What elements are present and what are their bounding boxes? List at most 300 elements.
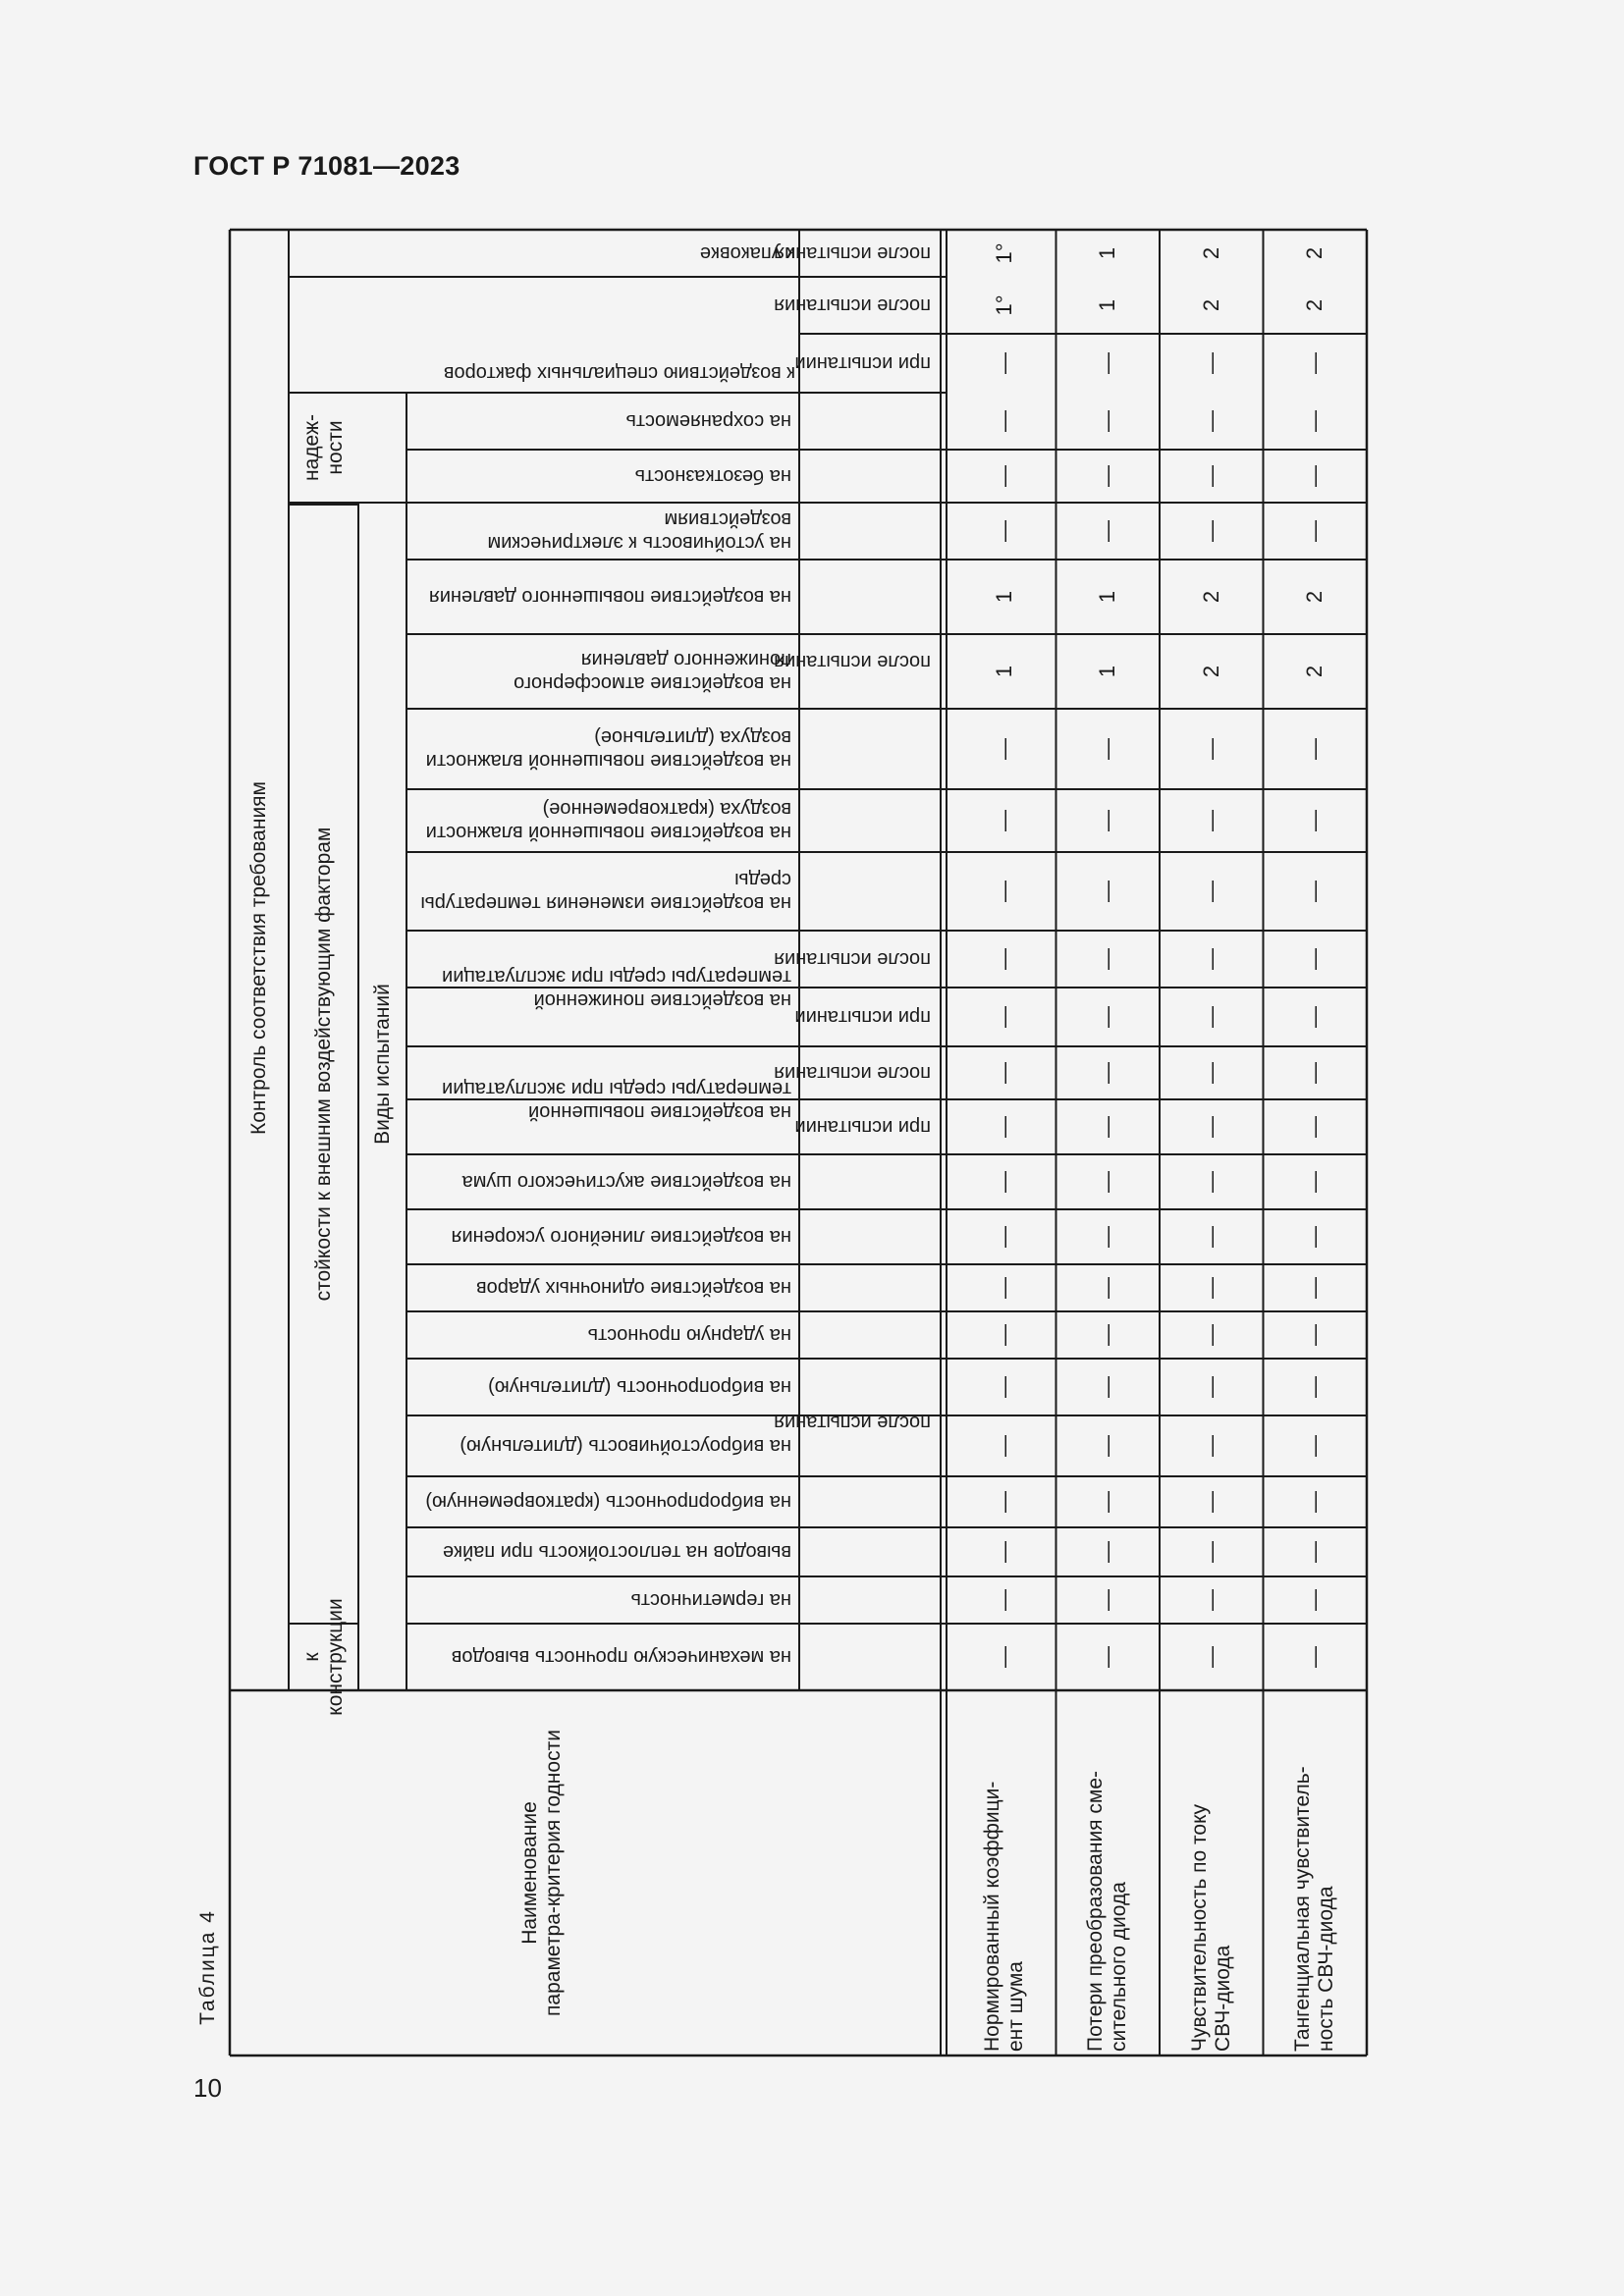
table-cell-value [993, 1491, 1016, 1513]
parameter-name-line: ность СВЧ-диода [1315, 1886, 1338, 2052]
table-cell-value [993, 1376, 1016, 1398]
table-cell-value [993, 666, 1016, 677]
table-cell-value-line: 2 [1302, 590, 1327, 604]
table-cell-value [1303, 1435, 1326, 1457]
test-name-line: пониженного давления [580, 649, 791, 670]
table-cell-value-line: — [991, 1435, 1016, 1457]
table-cell-value-line: — [1095, 1435, 1120, 1457]
table-cell-value-line: — [991, 1277, 1016, 1299]
table-cell-value-line: — [1302, 1646, 1327, 1668]
subheader-construction [300, 1598, 348, 1715]
test-name-line: на воздействие одиночных ударов [475, 1277, 791, 1299]
table-cell-value [993, 948, 1016, 970]
table-cell-value-line: 2 [1302, 246, 1327, 260]
parameter-name-line: СВЧ-диода [1211, 1945, 1234, 2052]
table-cell-value-line: — [1198, 1277, 1223, 1299]
table-cell-value-line: 2 [1302, 665, 1327, 678]
test-name [630, 1588, 791, 1612]
test-name-line: на воздействие повышенной [528, 1101, 791, 1123]
special-factors-label [444, 361, 795, 385]
table-cell-value [1096, 520, 1119, 542]
table-cell-value [1303, 1226, 1326, 1248]
table-cell-value [1303, 1324, 1326, 1346]
table-cell-value-line: — [1198, 1116, 1223, 1138]
test-name [452, 1645, 791, 1669]
table-cell-value [1303, 1376, 1326, 1398]
table-cell-value-line: — [1198, 1171, 1223, 1193]
table-cell-value [1303, 810, 1326, 831]
table-cell-value-line: — [1095, 1116, 1120, 1138]
table-cell-value [993, 1062, 1016, 1084]
table-cell-value [1096, 1324, 1119, 1346]
table-cell-value-line: — [1302, 1491, 1327, 1513]
table-cell-value [1096, 247, 1119, 259]
page-number: 10 [193, 2073, 222, 2103]
table-cell-value-line: 1° [991, 294, 1016, 316]
parameter-name [1291, 1766, 1338, 2052]
table-cell-value [1096, 1435, 1119, 1457]
test-name-line: на ударную прочность [587, 1324, 791, 1346]
test-name [635, 464, 791, 488]
table-cell-value [1096, 1589, 1119, 1611]
table-cell-value [1200, 1589, 1223, 1611]
table-cell-value-line: — [1302, 1171, 1327, 1193]
test-name-line: воздействиям [664, 508, 791, 530]
name-column-header-line: Наименование [518, 1801, 541, 1945]
table-cell-value [1096, 591, 1119, 603]
table-cell-value-line: 2 [1198, 590, 1223, 604]
table-cell-value [1200, 738, 1223, 760]
table-cell-value [993, 1646, 1016, 1668]
table-cell-value-line: — [991, 1062, 1016, 1084]
table-cell-value [1303, 1006, 1326, 1028]
table-cell-value-line: — [991, 1646, 1016, 1668]
table-cell-value-line: 1 [1095, 665, 1120, 678]
test-name-line: на воздействие акустического шума [461, 1171, 791, 1193]
table-cell-value [1096, 948, 1119, 970]
table-cell-value-line: — [1302, 1277, 1327, 1299]
table-cell-value-line: — [991, 1006, 1016, 1028]
test-name-line: на виброустойчивость (длительную) [460, 1435, 791, 1457]
table-cell-value [993, 1226, 1016, 1248]
table-cell-value-line: — [1198, 352, 1223, 374]
table-cell-value-line: — [1095, 1541, 1120, 1563]
name-column-header-line: параметра-критерия годности [542, 1730, 565, 2016]
table-cell-value [1200, 591, 1223, 603]
table-cell-value [1096, 352, 1119, 374]
table-cell-value-line: — [1198, 881, 1223, 902]
table-cell-value [1200, 666, 1223, 677]
table-cell-value [1200, 465, 1223, 487]
phase-label-line: после испытания [774, 948, 931, 970]
table-cell-value [1303, 666, 1326, 677]
subheader-construction-line: к [300, 1652, 323, 1662]
table-cell-value [1303, 1116, 1326, 1138]
table-cell-value [993, 465, 1016, 487]
table-cell-value-line: — [1198, 1541, 1223, 1563]
subheader-stability-line: стойкости к внешним воздействующим факторам [312, 827, 335, 1302]
test-name-line: температуры среды при эксплуатации [442, 1078, 791, 1099]
table-cell-value [1200, 1646, 1223, 1668]
phase-label-line: при испытании [794, 1006, 931, 1028]
table-cell-value [1096, 810, 1119, 831]
table-cell-value [1303, 352, 1326, 374]
test-name [488, 1375, 791, 1399]
phase-label [774, 241, 931, 265]
table-cell-value [1200, 1062, 1223, 1084]
table-cell-value [1303, 1491, 1326, 1513]
table-cell-value [1200, 247, 1223, 259]
parameter-name [1188, 1804, 1235, 2052]
table-cell-value [993, 881, 1016, 902]
table-cell-value [1096, 1116, 1119, 1138]
table-cell-value [1096, 1491, 1119, 1513]
group-header-line: Контроль соответствия требованиям [247, 781, 270, 1135]
parameter-name [981, 1782, 1028, 2052]
table-cell-value-line: — [1095, 1006, 1120, 1028]
table-cell-value-line: — [991, 352, 1016, 374]
table-cell-value-line: — [1302, 1376, 1327, 1398]
group-header [247, 781, 271, 1135]
table-cell-value-line: — [991, 1376, 1016, 1398]
test-name-line: на устойчивость к электрическим [487, 532, 791, 554]
test-name [429, 585, 791, 609]
table-cell-value [1096, 1541, 1119, 1563]
subheader-test-types-line: Виды испытаний [371, 984, 394, 1145]
parameter-name-line: ент шума [1003, 1961, 1027, 2052]
subheader-test-types [371, 984, 395, 1145]
phase-label-line: после испытания [774, 1062, 931, 1084]
table-cell-value-line: — [991, 810, 1016, 831]
test-name-line: на безотказность [634, 465, 791, 487]
table-cell-value [1096, 1376, 1119, 1398]
parameter-name-line: Потери преобразования сме- [1084, 1771, 1108, 2052]
table-cell-value-line: — [1095, 410, 1120, 432]
table-cell-value-line: — [991, 1589, 1016, 1611]
table-cell-value-line: — [1198, 1324, 1223, 1346]
test-name-line: на воздействие повышенной влажности [425, 822, 791, 843]
table-cell-value-line: — [1302, 520, 1327, 542]
phase-label [794, 1115, 931, 1139]
table-cell-value [1200, 1435, 1223, 1457]
table-cell-value [1303, 247, 1326, 259]
table-cell-value-line: 2 [1198, 246, 1223, 260]
table-cell-value-line: — [1198, 465, 1223, 487]
table-cell-value-line: — [1302, 1435, 1327, 1457]
table-cell-value-line: — [1095, 738, 1120, 760]
table-cell-value [1200, 810, 1223, 831]
table-cell-value [1096, 738, 1119, 760]
table-cell-value [1303, 1646, 1326, 1668]
test-name-line: на герметичность [630, 1589, 791, 1611]
table-cell-value [1200, 352, 1223, 374]
phase-label [774, 294, 931, 317]
table-cell-value [993, 591, 1016, 603]
table-cell-value [993, 1277, 1016, 1299]
table-cell-value [1200, 1324, 1223, 1346]
table-cell-value [993, 1589, 1016, 1611]
table-cell-value-line: — [1095, 810, 1120, 831]
table-cell-value-line: — [1198, 810, 1223, 831]
table-cell-value [1303, 465, 1326, 487]
table-cell-value-line: — [991, 948, 1016, 970]
packaging-label-line: к упаковке [699, 242, 795, 264]
table-cell-value-line: — [991, 1171, 1016, 1193]
table-cell-value-line: — [1302, 1589, 1327, 1611]
table-cell-value-line: 1 [1095, 298, 1120, 312]
table-cell-value-line: — [1302, 1324, 1327, 1346]
table-cell-value [1096, 465, 1119, 487]
table-cell-value-line: — [1198, 1589, 1223, 1611]
table-cell-value-line: — [1095, 1171, 1120, 1193]
rotated-table [196, 230, 1367, 2056]
table-cell-value-line: — [991, 410, 1016, 432]
table-cell-value-line: 1 [1095, 590, 1120, 604]
table-cell-value-line: 1 [991, 590, 1016, 604]
table-cell-value [1303, 1589, 1326, 1611]
test-name [442, 965, 791, 1012]
table-cell-value-line: — [1095, 465, 1120, 487]
table-cell-value-line: — [1302, 1116, 1327, 1138]
phase-label-line: после испытания [774, 242, 931, 264]
phase-label-line: после испытания [774, 1412, 931, 1433]
table-cell-value-line: — [1302, 810, 1327, 831]
table-cell-value [993, 1171, 1016, 1193]
table-cell-value-line: — [1095, 352, 1120, 374]
phase-label [774, 1411, 931, 1434]
table-cell-value-line: 1° [991, 242, 1016, 264]
test-name [462, 1170, 791, 1194]
table-cell-value-line: — [1302, 410, 1327, 432]
table-cell-value-line: — [1095, 1376, 1120, 1398]
test-name-line: воздуха (кратковременное) [542, 798, 791, 820]
test-name-line: на виброрпрочность (кратковременную) [425, 1491, 791, 1513]
parameter-name-line: Нормированный коэффици- [980, 1781, 1003, 2052]
table-cell-value [1096, 1277, 1119, 1299]
test-name [426, 797, 791, 844]
table-cell-value-line: — [991, 881, 1016, 902]
table-cell-value-line: — [1302, 948, 1327, 970]
phase-label [794, 351, 931, 375]
test-name-line: на воздействие пониженной [533, 989, 791, 1011]
table-cell-value-line: — [991, 465, 1016, 487]
table-cell-value-line: — [1198, 1062, 1223, 1084]
table-cell-value [1200, 410, 1223, 432]
table-cell-value [993, 352, 1016, 374]
test-name [488, 507, 792, 555]
table-cell-value [993, 738, 1016, 760]
table-cell-value [1096, 881, 1119, 902]
table-cell-value-line: — [1198, 1491, 1223, 1513]
subheader-reliability [300, 414, 348, 481]
table-cell-value [1303, 1062, 1326, 1084]
table-cell-value-line: — [991, 1491, 1016, 1513]
table-cell-value [993, 294, 1016, 315]
table-cell-value [1303, 1277, 1326, 1299]
table-cell-value-line: — [1302, 881, 1327, 902]
table-cell-value-line: — [1095, 1324, 1120, 1346]
table-cell-value [993, 810, 1016, 831]
table-caption-line: Таблица 4 [196, 1909, 219, 2025]
table-cell-value [1303, 591, 1326, 603]
parameter-name-line: сительного диода [1108, 1882, 1131, 2052]
subheader-stability [312, 828, 336, 1302]
table-cell-value-line: — [1198, 738, 1223, 760]
table-cell-value [1200, 1116, 1223, 1138]
test-name [442, 1077, 791, 1124]
table-cell-value-line: — [1302, 1226, 1327, 1248]
test-name-line: на воздействие линейного ускорения [451, 1226, 791, 1248]
table-cell-value-line: — [1302, 1541, 1327, 1563]
table-cell-value-line: 1 [991, 665, 1016, 678]
test-name [625, 409, 791, 433]
table-cell-value-line: — [1095, 881, 1120, 902]
table-cell-value [993, 1324, 1016, 1346]
table-cell-value-line: — [1198, 520, 1223, 542]
test-name-line: выводов на теплостойкость при пайке [442, 1541, 791, 1563]
name-column-header [518, 1730, 566, 2016]
table-cell-value [993, 242, 1016, 263]
table-cell-value [1096, 1171, 1119, 1193]
test-name [426, 725, 791, 773]
phase-label [774, 1061, 931, 1085]
test-name-line: воздуха (длительное) [594, 726, 791, 748]
special-factors-label-line: к воздействию специальных факторов [443, 362, 795, 384]
table-cell-value-line: — [1095, 1226, 1120, 1248]
table-cell-value-line: — [1302, 738, 1327, 760]
test-name [452, 1225, 791, 1249]
table-cell-value [1303, 299, 1326, 311]
phase-label-line: после испытания [774, 294, 931, 316]
table-cell-value-line: — [1095, 1491, 1120, 1513]
table-cell-value [1096, 1062, 1119, 1084]
table-cell-value-line: — [1198, 410, 1223, 432]
table-cell-value [1200, 1171, 1223, 1193]
test-name [514, 648, 791, 695]
table-cell-value [1096, 1006, 1119, 1028]
subheader-reliability-line: ности [324, 420, 347, 475]
table-cell-value-line: — [1302, 1062, 1327, 1084]
table-cell-value [1096, 299, 1119, 311]
table-cell-value [1200, 881, 1223, 902]
test-name-line: среды [734, 869, 791, 890]
test-name [425, 1490, 791, 1514]
table-cell-value-line: 2 [1198, 665, 1223, 678]
phase-label-line: при испытании [794, 1116, 931, 1138]
test-name [460, 1434, 791, 1458]
parameter-name-line: Чувствительность по току [1187, 1803, 1211, 2052]
table-cell-value-line: — [1095, 948, 1120, 970]
test-name-line: на воздействие атмосферного [514, 672, 791, 694]
table-cell-value [1096, 666, 1119, 677]
test-name-line: на сохраняемость [625, 410, 791, 432]
table-cell-value [993, 1116, 1016, 1138]
table-cell-value [1303, 1171, 1326, 1193]
table-cell-value-line: — [1095, 1589, 1120, 1611]
table-cell-value [1200, 1541, 1223, 1563]
parameter-name-line: Тангенциальная чувствитель- [1291, 1766, 1315, 2052]
table-caption [196, 1909, 220, 2025]
table-cell-value-line: — [1095, 1646, 1120, 1668]
table-cell-value [1200, 1006, 1223, 1028]
table-cell-value-line: — [1198, 1376, 1223, 1398]
table-cell-value-line: — [1095, 520, 1120, 542]
table-cell-value-line: — [991, 1226, 1016, 1248]
table-cell-value [993, 1541, 1016, 1563]
table-cell-value-line: — [1198, 948, 1223, 970]
table-cell-value-line: — [991, 1541, 1016, 1563]
test-name [443, 1540, 791, 1564]
table-cell-value [993, 410, 1016, 432]
test-name-line: температуры среды при эксплуатации [442, 966, 791, 988]
test-name [420, 868, 791, 915]
table-cell-value [1303, 520, 1326, 542]
table-cell-value-line: — [991, 520, 1016, 542]
table-cell-value [993, 520, 1016, 542]
table-cell-value [1200, 1376, 1223, 1398]
phase-label [774, 947, 931, 971]
table-cell-value [1096, 1646, 1119, 1668]
table-cell-value [1096, 410, 1119, 432]
subheader-construction-line: конструкции [324, 1598, 347, 1716]
table-cell-value-line: — [1095, 1062, 1120, 1084]
table-cell-value-line: 2 [1302, 298, 1327, 312]
test-name [476, 1276, 791, 1300]
table-cell-value-line: — [1302, 465, 1327, 487]
phase-label [794, 1005, 931, 1029]
table-cell-value-line: — [991, 1324, 1016, 1346]
subheader-reliability-line: надеж- [300, 413, 323, 482]
table-cell-value [1200, 1491, 1223, 1513]
table-cell-value [1303, 881, 1326, 902]
test-name [588, 1323, 791, 1347]
table-cell-value-line: — [1198, 1435, 1223, 1457]
table-cell-value-line: — [1095, 1277, 1120, 1299]
phase-label [774, 650, 931, 673]
table-cell-value [1096, 1226, 1119, 1248]
table-cell-value-line: — [1198, 1226, 1223, 1248]
parameter-name [1084, 1771, 1131, 2052]
test-name-line: на воздействие изменения температуры [420, 892, 791, 914]
table-cell-value-line: 1 [1095, 246, 1120, 260]
table-cell-value-line: — [991, 738, 1016, 760]
phase-label-line: после испытания [774, 651, 931, 672]
table-cell-value [1200, 1277, 1223, 1299]
table-cell-value-line: — [991, 1116, 1016, 1138]
table-cell-value [1200, 948, 1223, 970]
table-cell-value-line: — [1198, 1006, 1223, 1028]
test-name-line: на вибропрочность (длительную) [488, 1376, 791, 1398]
test-name-line: на воздействие повышенной влажности [425, 750, 791, 772]
table-cell-value [1200, 1226, 1223, 1248]
test-name-line: на воздействие повышенного давления [428, 586, 791, 608]
table-cell-value [1200, 299, 1223, 311]
table-cell-value [1303, 738, 1326, 760]
table-cell-value [1303, 410, 1326, 432]
table-cell-value-line: — [1198, 1646, 1223, 1668]
table-cell-value-line: — [1302, 352, 1327, 374]
table-grid [230, 230, 1367, 2056]
table-cell-value [1303, 948, 1326, 970]
document-header: ГОСТ Р 71081—2023 [193, 151, 460, 181]
table-cell-value [1303, 1541, 1326, 1563]
table-cell-value [1200, 520, 1223, 542]
test-name-line: на механическую прочность выводов [451, 1646, 791, 1668]
table-cell-value [993, 1435, 1016, 1457]
table-cell-value-line: — [1302, 1006, 1327, 1028]
table-cell-value-line: 2 [1198, 298, 1223, 312]
table-cell-value [993, 1006, 1016, 1028]
